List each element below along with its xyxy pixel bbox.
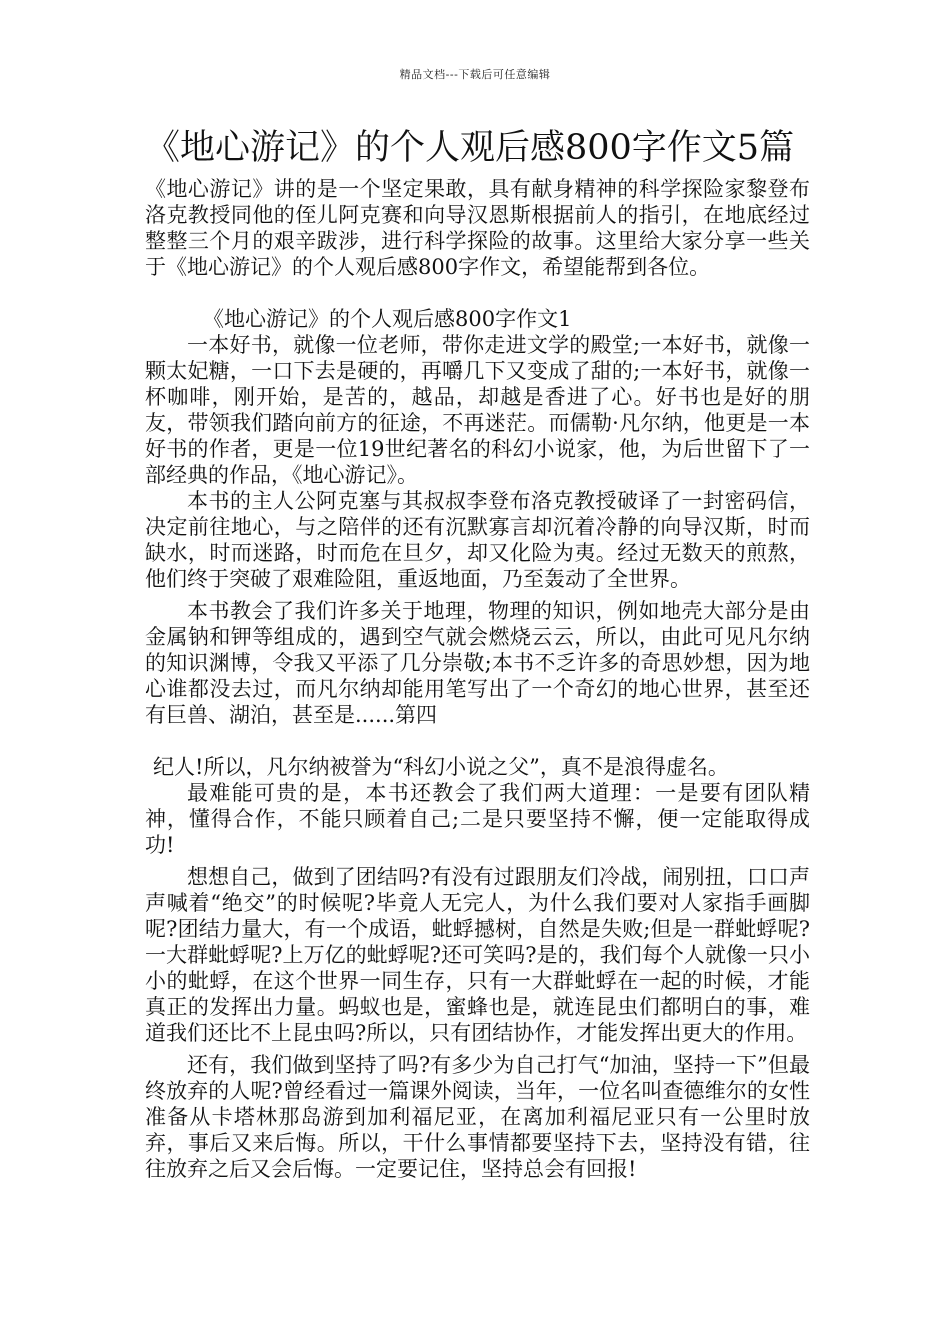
body-paragraph: 本书的主人公阿克塞与其叔叔李登布洛克教授破译了一封密码信，决定前往地心，与之陪伴的还有沉默寡言却沉着冷静的向导汉斯，时而缺水，时而迷路，时而危在旦夕，却又化险为夷。经过无数天的煎熬，他们终于突破了艰难险阻，重返地面，乃至轰动了全世界。 bbox=[145, 489, 810, 591]
intro-paragraph: 《地心游记》讲的是一个坚定果敢，具有献身精神的科学探险家黎登布洛克教授同他的侄儿阿克赛和向导汉恩斯根据前人的指引，在地底经过整整三个月的艰辛跋涉，进行科学探险的故事。这里给大家分享一些关于《地心游记》的个人观后感800字作文，希望能帮到各位。 bbox=[145, 177, 810, 279]
body-paragraph: 还有，我们做到坚持了吗?有多少为自己打气“加油，坚持一下”但最终放弃的人呢?曾经看过一篇课外阅读，当年，一位名叫查德维尔的女性准备从卡塔林那岛游到加利福尼亚，在离加利福尼亚只有一公里时放弃，事后又来后悔。所以，干什么事情都要坚持下去，坚持没有错，往往放弃之后又会后悔。一定要记住，坚持总会有回报! bbox=[145, 1053, 810, 1181]
body-paragraph: 最难能可贵的是，本书还教会了我们两大道理：一是要有团队精神，懂得合作，不能只顾着自己;二是只要坚持不懈，便一定能取得成功! bbox=[145, 781, 810, 857]
body-paragraph: 想想自己，做到了团结吗?有没有过跟朋友们冷战，闹别扭，口口声声喊着“绝交”的时候呢?毕竟人无完人，为什么我们要对人家指手画脚呢?团结力量大，有一个成语，蚍蜉撼树，自然是失败;但是一群蚍蜉呢?一大群蚍蜉呢?上万亿的蚍蜉呢?还可笑吗?是的，我们每个人就像一只小小的蚍蜉，在这个世界一同生存，只有一大群蚍蜉在一起的时候，才能真正的发挥出力量。蚂蚁也是，蜜蜂也是，就连昆虫们都明白的事，难道我们还比不上昆虫吗?所以，只有团结协作，才能发挥出更大的作用。 bbox=[145, 865, 810, 1045]
section-heading: 《地心游记》的个人观后感800字作文1 bbox=[203, 307, 572, 331]
header-note: 精品文档---下载后可任意编辑 bbox=[399, 68, 551, 81]
body-paragraph: 本书教会了我们许多关于地理，物理的知识，例如地壳大部分是由金属钠和钾等组成的，遇到空气就会燃烧云云，所以，由此可见凡尔纳的知识渊博，令我又平添了几分崇敬;本书不乏许多的奇思妙想，因为地心谁都没去过，而凡尔纳却能用笔写出了一个奇幻的地心世界，甚至还有巨兽、湖泊，甚至是......第四 bbox=[145, 599, 810, 727]
body-paragraph: 一本好书，就像一位老师，带你走进文学的殿堂;一本好书，就像一颗太妃糖，一口下去是硬的，再嚼几下又变成了甜的;一本好书，就像一杯咖啡，刚开始，是苦的，越品，却越是香进了心。好书也是好的朋友，带领我们踏向前方的征途，不再迷茫。而儒勒·凡尔纳，他更是一本好书的作者，更是一位19世纪著名的科幻小说家，他，为后世留下了一部经典的作品，《地心游记》。 bbox=[145, 333, 810, 487]
document-title: 《地心游记》的个人观后感800字作文5篇 bbox=[145, 128, 795, 168]
continuation-line: 纪人!所以，凡尔纳被誉为“科幻小说之父”，真不是浪得虚名。 bbox=[153, 755, 729, 779]
document-body bbox=[145, 176, 810, 1182]
